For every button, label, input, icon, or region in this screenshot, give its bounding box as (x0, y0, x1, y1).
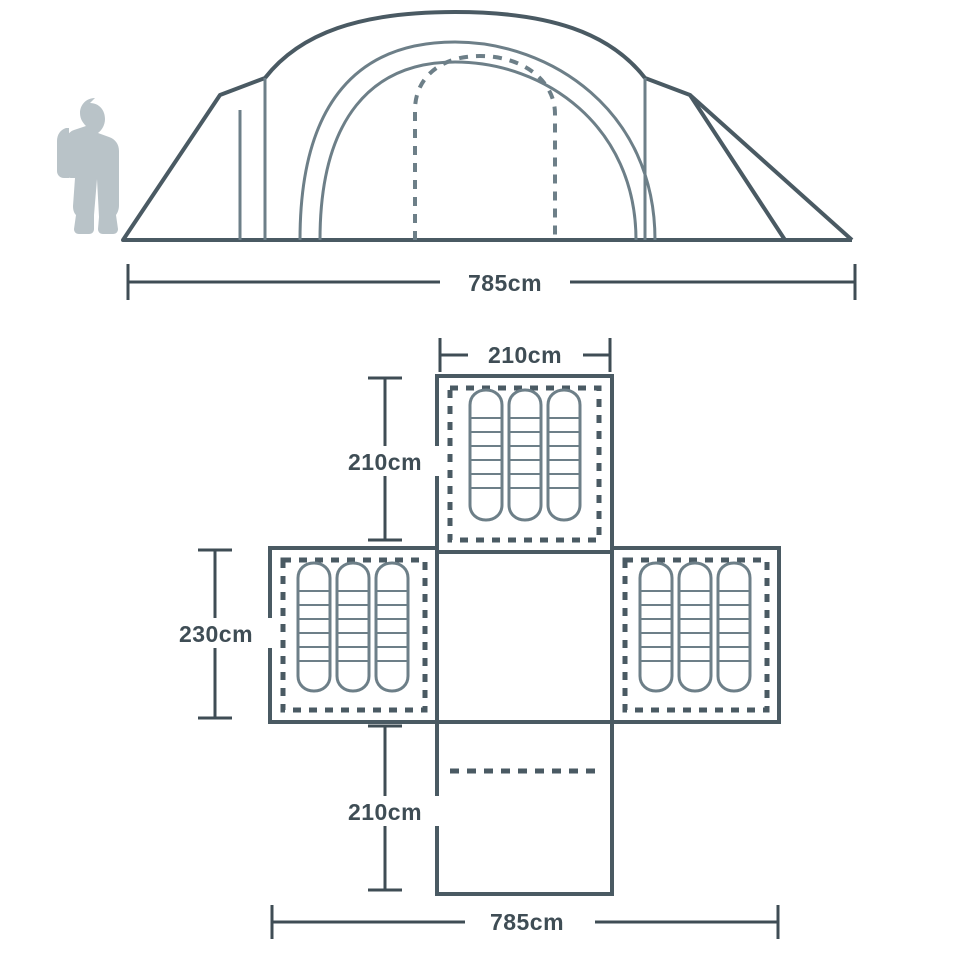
sleeping-bag-icon (337, 563, 369, 691)
sleeping-bag-icon (548, 390, 580, 520)
left-bedroom (270, 548, 437, 722)
tent-right-extension (645, 78, 852, 240)
top-bedroom-width-dimension (440, 338, 610, 372)
sleeping-bag-icon (509, 390, 541, 520)
sleeping-bag-icon (298, 563, 330, 691)
sleeping-bag-icon (718, 563, 750, 691)
plan-total-width-dimension (272, 905, 778, 939)
sleeper-group-left (298, 563, 408, 691)
sleeping-bag-icon (640, 563, 672, 691)
tent-inner-arches (240, 42, 655, 240)
sleeping-bag-icon (679, 563, 711, 691)
center-living-area (437, 552, 612, 722)
top-bedroom (437, 376, 612, 552)
sleeping-bag-icon (470, 390, 502, 520)
floor-plan-view (156, 338, 779, 939)
elevation-width-dimension (128, 264, 855, 300)
porch-depth-dimension (328, 726, 443, 890)
sleeping-bag-icon (376, 563, 408, 691)
top-bedroom-depth-dimension (328, 378, 443, 540)
side-elevation-view (57, 12, 855, 300)
right-bedroom (612, 548, 779, 722)
top-bedroom-width-label: 210cm (487, 342, 563, 368)
porch-depth-label: 210cm (347, 799, 423, 825)
porch-area (437, 722, 612, 894)
left-bedroom-depth-label: 230cm (178, 621, 254, 647)
sleeper-group-right (640, 563, 750, 691)
tent-door-outline (415, 56, 555, 240)
person-silhouette-icon (57, 98, 119, 234)
elevation-width-label: 785cm (467, 270, 543, 296)
tent-outer-shell (123, 12, 785, 240)
top-bedroom-depth-label: 210cm (347, 449, 423, 475)
left-bedroom-depth-dimension (156, 550, 276, 718)
sleeper-group-top (470, 390, 580, 520)
plan-total-width-label: 785cm (489, 909, 565, 935)
